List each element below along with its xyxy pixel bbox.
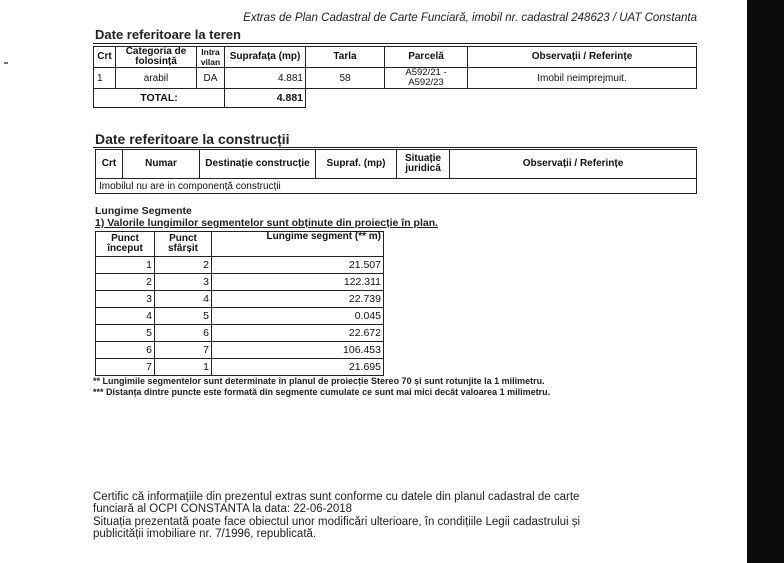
segment-row	[96, 257, 384, 274]
segment-row	[96, 291, 384, 308]
certification-text	[93, 491, 713, 541]
teren-data-row	[94, 68, 697, 89]
teren-table	[93, 46, 697, 108]
constructii-header-row	[96, 150, 697, 179]
parcela-line-2: A592/23	[408, 77, 444, 88]
segment-length: 0.045	[212, 308, 384, 325]
segment-length: 22.672	[212, 325, 384, 342]
segment-length: 21.695	[212, 359, 384, 376]
cert-line-4: publicității imobiliare nr. 7/1996, republicată.	[93, 528, 317, 541]
segment-row	[96, 274, 384, 291]
segment-start: 7	[96, 359, 155, 376]
col-punct-sfarsit: Punct sfârșit	[155, 232, 212, 257]
segment-end: 2	[155, 257, 212, 274]
cell-intravilan: DA	[197, 68, 225, 89]
cell-parcela	[385, 68, 468, 89]
segment-length: 122.311	[212, 274, 384, 291]
segmente-header-row	[96, 232, 384, 257]
col-suprafata: Suprafața (mp)	[225, 47, 306, 68]
segment-row	[96, 325, 384, 342]
constructii-table	[95, 149, 697, 194]
segment-end: 7	[155, 342, 212, 359]
footnote-stereo70: ** Lungimile segmentelor sunt determinate în planul de proiecție Stereo 70 și sunt rotunjite la 1 milimetru.	[93, 376, 545, 386]
total-value: 4.881	[225, 89, 306, 108]
col-crt: Crt	[94, 47, 116, 68]
footnote-distance: *** Distanța dintre puncte este formată din segmente cumulate ce sunt mai mici decât valoarea 1 milimetru.	[93, 387, 551, 397]
col-parcela: Parcelă	[385, 47, 468, 68]
cell-suprafata: 4.881	[225, 68, 306, 89]
segmente-block	[95, 205, 438, 229]
segment-start: 6	[96, 342, 155, 359]
segment-length: 21.507	[212, 257, 384, 274]
segment-end: 6	[155, 325, 212, 342]
col-suprafata: Supraf. (mp)	[316, 150, 397, 179]
segment-row	[96, 342, 384, 359]
constructii-title-rule	[93, 147, 697, 148]
cell-tarla: 58	[306, 68, 385, 89]
col-categoria: Categoria de folosință	[116, 47, 197, 68]
parcela-line-1: A592/21 -	[405, 67, 447, 78]
teren-title-rule	[93, 43, 697, 44]
col-numar: Numar	[123, 150, 200, 179]
col-punct-inceput: Punct început	[96, 232, 155, 257]
constructii-empty-row	[96, 179, 697, 194]
segment-length: 22.739	[212, 291, 384, 308]
segment-row	[96, 308, 384, 325]
segmente-title: Lungime Segmente	[95, 205, 192, 217]
total-label: TOTAL:	[94, 89, 225, 108]
col-situatie: Situație juridică	[397, 150, 450, 179]
total-empty	[306, 89, 697, 108]
no-constructions-text: Imobilul nu are in componență construcții	[96, 179, 697, 194]
segment-start: 4	[96, 308, 155, 325]
segment-length: 106.453	[212, 342, 384, 359]
segment-start: 1	[96, 257, 155, 274]
segmente-table	[95, 231, 384, 376]
footnotes	[93, 376, 550, 398]
document-header: Extras de Plan Cadastral de Carte Funciară, imobil nr. cadastral 248623 / UAT Constanta	[243, 12, 697, 24]
col-observatii: Observații / Referințe	[450, 150, 697, 179]
col-tarla: Tarla	[306, 47, 385, 68]
segment-start: 5	[96, 325, 155, 342]
col-intravilan: Intra vilan	[197, 47, 225, 68]
teren-total-row	[94, 89, 697, 108]
segment-end: 4	[155, 291, 212, 308]
segment-start: 2	[96, 274, 155, 291]
col-destinatie: Destinație construcție	[200, 150, 316, 179]
teren-section-title: Date referitoare la teren	[95, 27, 241, 42]
scan-border	[747, 0, 784, 563]
col-crt: Crt	[96, 150, 123, 179]
cert-line-2: funciară al OCPI CONSTANTA la data: 22-06-2018	[93, 503, 353, 516]
cert-line-3: Situația prezentată poate face obiectul unor modificări ulterioare, în condițiile Legii cadastrului și	[93, 515, 581, 528]
cert-line-1: Certific că informațiile din prezentul extras sunt conforme cu datele din planul cadastral de carte	[93, 491, 580, 503]
cell-categoria: arabil	[116, 68, 197, 89]
col-observatii: Observații / Referințe	[468, 47, 697, 68]
scan-mark	[4, 62, 8, 64]
segment-end: 3	[155, 274, 212, 291]
segment-end: 5	[155, 308, 212, 325]
segment-row	[96, 359, 384, 376]
segment-end: 1	[155, 359, 212, 376]
col-lungime: Lungime segment (** m)	[212, 232, 384, 257]
teren-header-row	[94, 47, 697, 68]
segmente-subtitle: 1) Valorile lungimilor segmentelor sunt obținute din proiecție în plan.	[95, 217, 439, 229]
segment-start: 3	[96, 291, 155, 308]
cell-crt: 1	[94, 68, 116, 89]
constructii-section-title: Date referitoare la construcții	[95, 131, 290, 147]
cell-observatii: Imobil neimprejmuit.	[468, 68, 697, 89]
